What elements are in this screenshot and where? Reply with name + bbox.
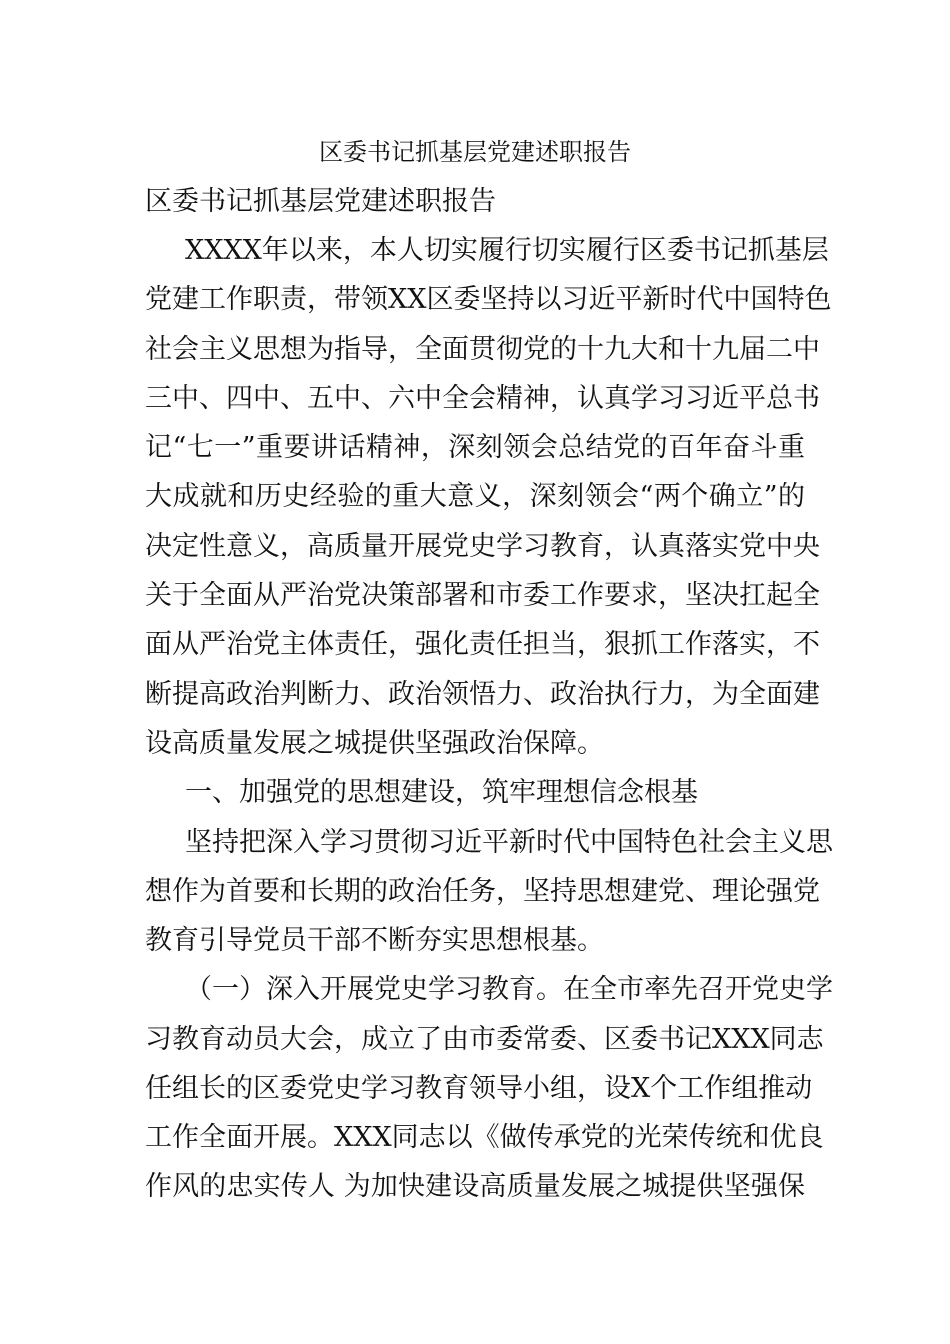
body-line: 党建工作职责，带领XX区委坚持以习近平新时代中国特色 bbox=[145, 284, 832, 315]
body-line: 关于全面从严治党决策部署和市委工作要求，坚决扛起全 bbox=[145, 580, 820, 611]
section-heading: 一、加强党的思想建设，筑牢理想信念根基 bbox=[185, 777, 698, 808]
body-line: 断提高政治判断力、政治领悟力、政治执行力，为全面建 bbox=[145, 679, 820, 710]
body-line: 决定性意义，高质量开展党史学习教育，认真落实党中央 bbox=[145, 531, 820, 562]
body-line: 记“七一”重要讲话精神，深刻领会总结党的百年奋斗重 bbox=[145, 432, 805, 463]
body-line: （一）深入开展党史学习教育。在全市率先召开党史学 bbox=[185, 974, 833, 1005]
body-line: 作风的忠实传人 为加快建设高质量发展之城提供坚强保 bbox=[145, 1171, 805, 1202]
body-line: 习教育动员大会，成立了由市委常委、区委书记XXX同志 bbox=[145, 1024, 824, 1055]
body-line: 设高质量发展之城提供坚强政治保障。 bbox=[145, 728, 604, 759]
body-line: 工作全面开展。XXX同志以《做传承党的光荣传统和优良 bbox=[145, 1122, 824, 1153]
body-line: 面从严治党主体责任，强化责任担当，狠抓工作落实，不 bbox=[145, 629, 820, 660]
body-line: 区委书记抓基层党建述职报告 bbox=[145, 186, 496, 217]
body-line: 大成就和历史经验的重大意义，深刻领会“两个确立”的 bbox=[145, 481, 805, 512]
body-line: XXXX年以来，本人切实履行切实履行区委书记抓基层 bbox=[185, 235, 829, 266]
body-line: 教育引导党员干部不断夯实思想根基。 bbox=[145, 925, 604, 956]
document-title: 区委书记抓基层党建述职报告 bbox=[319, 138, 631, 166]
body-line: 坚持把深入学习贯彻习近平新时代中国特色社会主义思 bbox=[185, 827, 833, 858]
body-line: 想作为首要和长期的政治任务，坚持思想建党、理论强党 bbox=[145, 876, 820, 907]
body-line: 社会主义思想为指导，全面贯彻党的十九大和十九届二中 bbox=[145, 334, 820, 365]
body-line: 任组长的区委党史学习教育领导小组，设X个工作组推动 bbox=[145, 1073, 813, 1104]
body-line: 三中、四中、五中、六中全会精神，认真学习习近平总书 bbox=[145, 383, 820, 414]
